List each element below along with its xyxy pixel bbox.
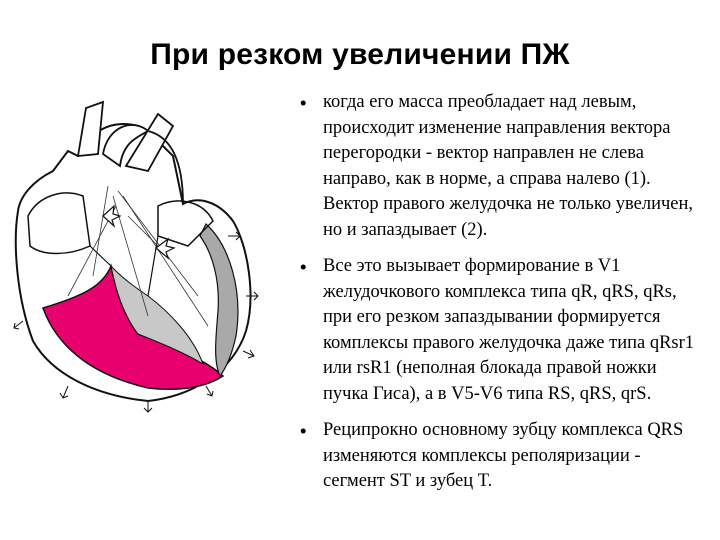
arrow-icon bbox=[206, 386, 213, 396]
bullet-list bbox=[300, 90, 705, 506]
bullet-item bbox=[300, 90, 705, 243]
bullet-icon: • bbox=[300, 420, 307, 441]
bullet-icon: • bbox=[300, 92, 307, 113]
arrow-icon bbox=[60, 386, 68, 398]
arrow-icon bbox=[14, 321, 23, 329]
bullet-item bbox=[300, 254, 705, 407]
bullet-item bbox=[300, 418, 705, 495]
aorta bbox=[78, 102, 103, 156]
arrow-icon bbox=[144, 401, 152, 412]
bullet-text: когда его масса преобладает над левым, происходит изменение направления вектора перегородки - вектор направлен не слева направо, как в норме, а справа налево (1). Вектор правого желудочка не только увеличен, но и запаздывает (2). bbox=[323, 92, 694, 240]
bullet-text: Реципрокно основному зубцу комплекса QRS изменяются комплексы реполяризации - сегмент ST и зубец T. bbox=[323, 420, 684, 491]
bullet-icon: • bbox=[300, 256, 307, 277]
arrow-icon bbox=[243, 350, 254, 358]
bullet-text: Все это вызывает формирование в V1 желудочкового комплекса типа qR, qRS, qRs, при его резком запаздывании формируется комплексы правого желудочка даже типа qRsr1 или rsR1 (неполная блокада правой ножки пучка Гиса), а в V5-V6 типа RS, qRS, qrS. bbox=[323, 256, 695, 404]
heart-diagram bbox=[8, 96, 278, 416]
slide-title: При резком увеличении ПЖ bbox=[150, 38, 570, 71]
